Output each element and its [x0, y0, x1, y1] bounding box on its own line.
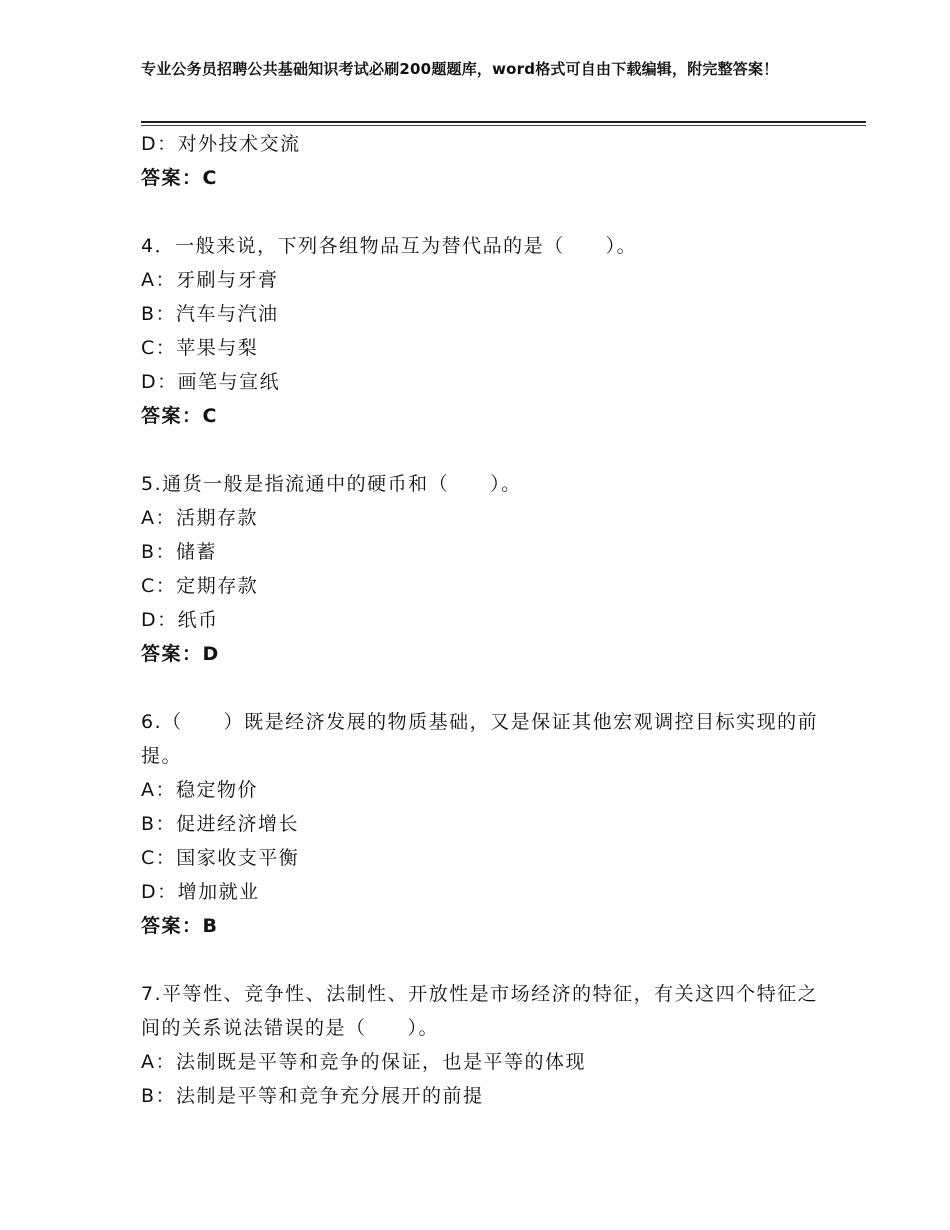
- page-header: 专业公务员招聘公共基础知识考试必刷200题题库，word格式可自由下载编辑，附完整答案！: [141, 60, 779, 78]
- option-d: D：画笔与宣纸: [141, 371, 281, 393]
- option-d: D：纸币: [141, 609, 219, 631]
- question-block: [141, 977, 821, 1113]
- header-rule-thick: [141, 121, 866, 123]
- option-a: A：牙刷与牙膏: [141, 269, 279, 291]
- question-stem: 7.平等性、竞争性、法制性、开放性是市场经济的特征，有关这四个特征之间的关系说法错误的是（ ）。: [141, 983, 819, 1039]
- option-c: C：定期存款: [141, 575, 259, 597]
- answer-line: 答案：C: [141, 405, 218, 427]
- question-stem: 4．一般来说，下列各组物品互为替代品的是（ ）。: [141, 235, 638, 257]
- option-c: C：国家收支平衡: [141, 847, 300, 869]
- question-stem: 6.（ ）既是经济发展的物质基础，又是保证其他宏观调控目标实现的前提。: [141, 711, 819, 767]
- spacer: [141, 943, 821, 977]
- option-b: B：法制是平等和竞争充分展开的前提: [141, 1085, 484, 1107]
- answer-line: 答案：D: [141, 643, 220, 665]
- question-block: [141, 467, 821, 671]
- question-block: [141, 229, 821, 433]
- option-a: A：活期存款: [141, 507, 258, 529]
- answer-line: 答案：B: [141, 915, 219, 937]
- question-stem: 5.通货一般是指流通中的硬币和（ ）。: [141, 473, 522, 495]
- question-block: [141, 705, 821, 943]
- header-rule-thin: [141, 125, 866, 126]
- question-list: [141, 127, 821, 1113]
- option-c: C：苹果与梨: [141, 337, 259, 359]
- option-b: B：储蓄: [141, 541, 218, 563]
- option-b: B：促进经济增长: [141, 813, 300, 835]
- option-d: D：增加就业: [141, 881, 260, 903]
- spacer: [141, 195, 821, 229]
- option-b: B：汽车与汽油: [141, 303, 279, 325]
- answer-line: 答案：C: [141, 167, 218, 189]
- option-d: D：对外技术交流: [141, 133, 301, 155]
- option-a: A：法制既是平等和竞争的保证，也是平等的体现: [141, 1051, 586, 1073]
- option-a: A：稳定物价: [141, 779, 258, 801]
- spacer: [141, 433, 821, 467]
- spacer: [141, 671, 821, 705]
